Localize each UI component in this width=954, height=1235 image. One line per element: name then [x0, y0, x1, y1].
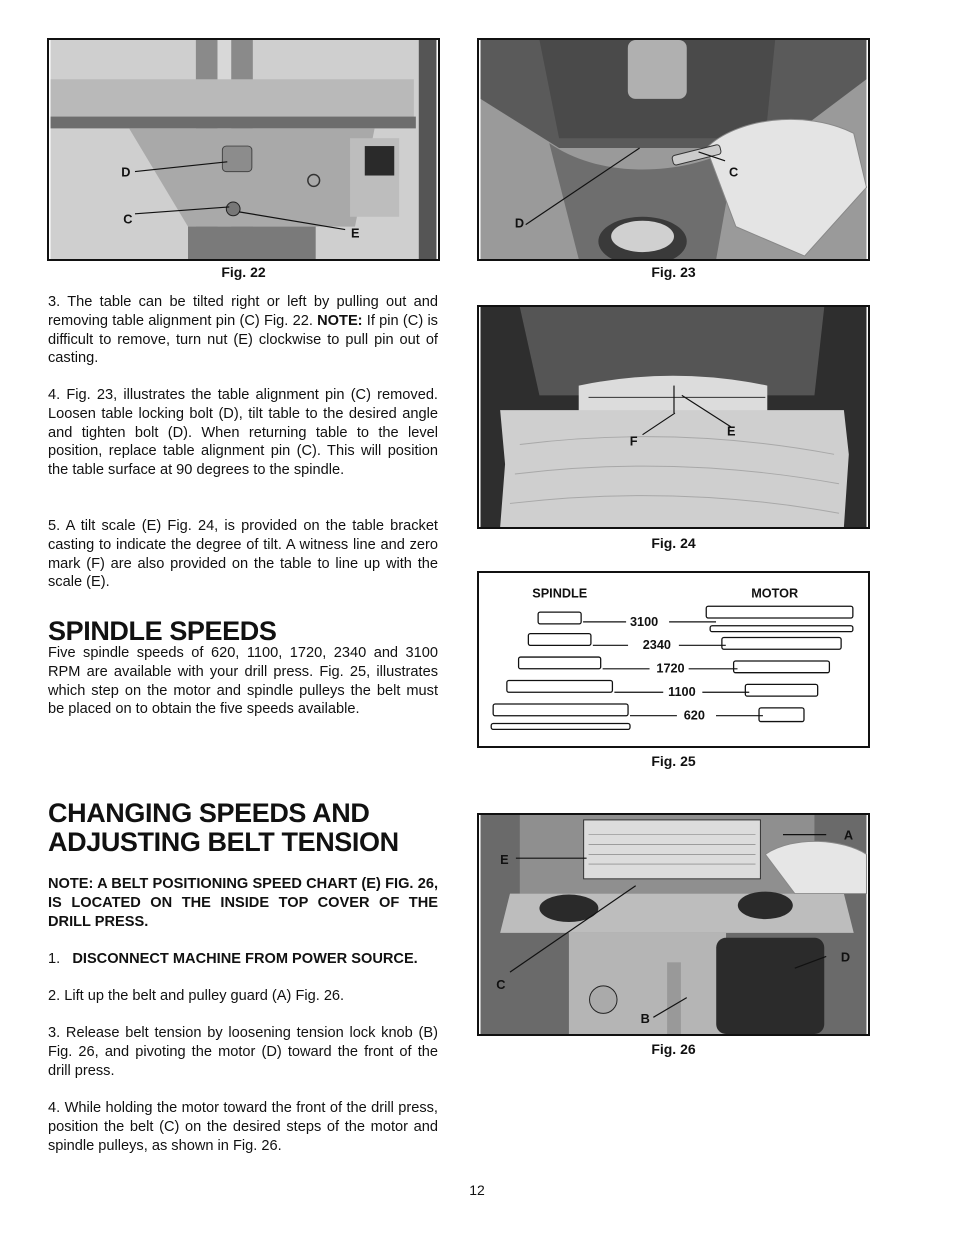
fig22-photo	[49, 40, 438, 259]
speed-1720: 1720	[656, 661, 685, 676]
fig23-caption: Fig. 23	[651, 264, 696, 280]
step-3-belt: 3. Release belt tension by loosening tension lock knob (B) Fig. 26, and pivoting the motor (D) toward the front of the drill press.	[48, 1025, 438, 1079]
step-3-text-b: If pin (C) is difficult to remove, turn nut (E) clockwise to pull pin out of casting.	[48, 312, 438, 367]
fig26-label-c: C	[496, 976, 506, 992]
fig23-label-c: C	[728, 164, 739, 180]
spindle-speeds-body: Five spindle speeds of 620, 1100, 1720, 2340 and 3100 RPM are available with your drill press. Fig. 25, illustrates which step on the motor and spindle pulleys the belt must be placed on to obtain the five speeds available.	[48, 645, 438, 718]
speed-1100: 1100	[668, 685, 696, 700]
fig22-caption: Fig. 22	[221, 264, 266, 280]
fig25-motor-label: MOTOR	[751, 586, 799, 601]
fig23-photo	[479, 40, 868, 259]
fig23-label-d: D	[514, 215, 525, 231]
speed-3100: 3100	[630, 614, 659, 629]
step-3-note-label: NOTE:	[317, 312, 363, 329]
speed-chart-note: NOTE: A BELT POSITIONING SPEED CHART (E) FIG. 26, IS LOCATED ON THE INSIDE TOP COVER OF THE DRILL PRESS.	[48, 876, 438, 930]
fig26-label-a: A	[843, 827, 854, 843]
spindle-pulley	[491, 612, 630, 729]
figure-24	[477, 305, 870, 529]
step-1-number: 1.	[48, 951, 61, 967]
fig26-photo	[479, 815, 868, 1034]
page-number: 12	[469, 1182, 485, 1198]
paragraph-step-4: 4. Fig. 23, illustrates the table alignment pin (C) removed. Loosen table locking bolt (D), tilt table to the desired angle and tighten bolt (D). When returning table to the level position, replace table alignment pin (C). This will position the table surface at 90 degrees to the spindle.	[48, 387, 438, 479]
step-2: 2. Lift up the belt and pulley guard (A) Fig. 26.	[48, 988, 345, 1004]
speed-2340: 2340	[642, 638, 671, 653]
fig25-spindle-label: SPINDLE	[532, 586, 588, 601]
fig25-pulley-diagram	[479, 573, 868, 746]
paragraph-step-5: 5. A tilt scale (E) Fig. 24, is provided on the table bracket casting to indicate the degree of tilt. A witness line and zero mark (F) are also provided on the table to line up with the scale (E).	[48, 518, 438, 591]
fig25-caption: Fig. 25	[651, 753, 696, 769]
heading-line-2: ADJUSTING BELT TENSION	[48, 827, 399, 857]
changing-speeds-heading	[48, 799, 399, 857]
fig26-label-b: B	[640, 1011, 650, 1027]
fig24-caption: Fig. 24	[651, 535, 696, 551]
fig22-label-d: D	[121, 164, 131, 180]
paragraph-step-3	[48, 293, 438, 368]
fig24-label-f: F	[629, 433, 638, 449]
motor-pulley	[706, 606, 853, 721]
fig24-label-e: E	[727, 423, 736, 439]
step-1	[48, 950, 438, 969]
figure-22	[47, 38, 440, 261]
figure-23	[477, 38, 870, 261]
fig24-photo	[479, 307, 868, 527]
fig26-label-e: E	[500, 852, 509, 868]
fig22-label-c: C	[123, 211, 133, 227]
heading-line-1: CHANGING SPEEDS AND	[48, 798, 370, 828]
step-4-belt: 4. While holding the motor toward the front of the drill press, position the belt (C) on the desired steps of the motor and spindle pulleys, as shown in Fig. 26.	[48, 1100, 438, 1154]
speed-620: 620	[683, 708, 705, 723]
step-3-text-a: 3. The table can be tilted right or left by pulling out and removing table alignment pin (C) Fig. 22.	[48, 294, 438, 329]
spindle-speeds-heading: SPINDLE SPEEDS	[48, 616, 277, 646]
step-1-text: DISCONNECT MACHINE FROM POWER SOURCE.	[72, 951, 418, 967]
figure-26	[477, 813, 870, 1036]
figure-25	[477, 571, 870, 748]
fig22-label-e: E	[351, 225, 360, 241]
fig26-label-d: D	[840, 949, 851, 965]
fig26-caption: Fig. 26	[651, 1041, 696, 1057]
